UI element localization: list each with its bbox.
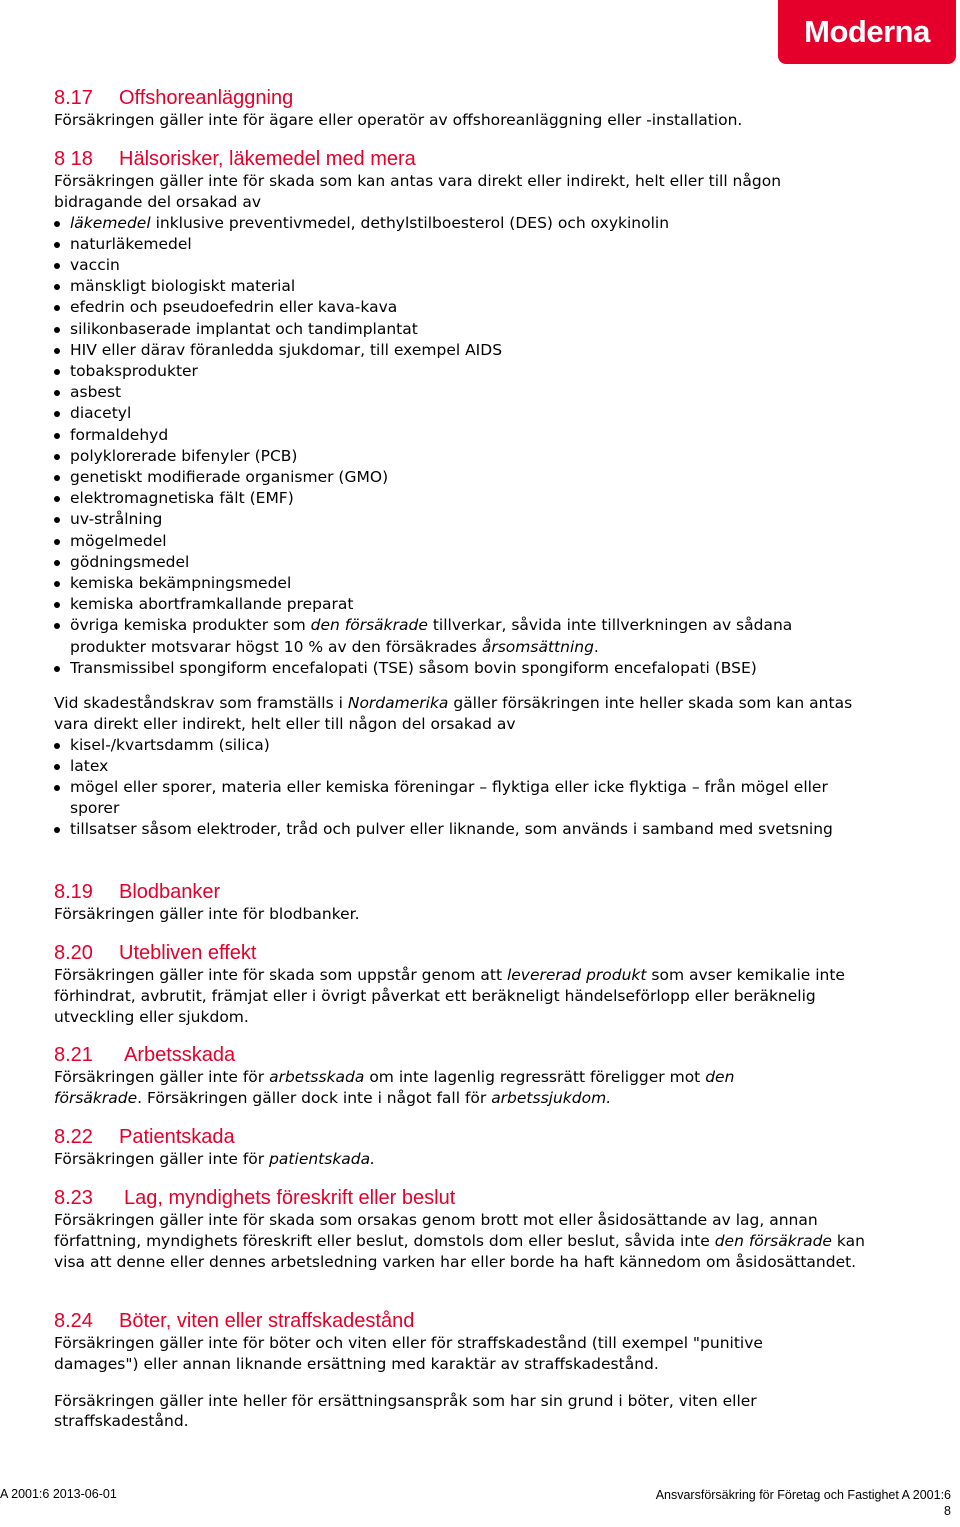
list-item: gödningsmedel [54,552,869,573]
emphasis: den försäkrade [714,1231,832,1250]
section-text: Försäkringen gäller inte för ägare eller operatör av offshoreanläggning eller -installation. [54,111,743,129]
section-number: 8.24 [54,1310,93,1332]
north-america-paragraph [54,693,869,735]
list-item [54,213,869,234]
section-8-22 [54,1125,914,1170]
footer-document-title: Ansvarsförsäkring för Företag och Fastighet A 2001:6 [655,1488,951,1502]
section-title: Hälsorisker, läkemedel med mera [119,148,416,170]
section-8-23 [54,1186,874,1272]
section-number: 8.20 [54,942,93,964]
list-item: naturläkemedel [54,234,869,255]
list-item [54,615,859,657]
list-item: diacetyl [54,403,869,424]
footer-right [656,1487,951,1519]
text: Vid skadeståndskrav som framställs i [54,694,348,713]
list-item: asbest [54,382,869,403]
list-item: kemiska abortframkallande preparat [54,594,869,615]
list-item: elektromagnetiska fält (EMF) [54,488,869,509]
emphasis: läkemedel [70,213,151,232]
section-text [54,1210,874,1272]
section-title: Lag, myndighets föreskrift eller beslut [124,1187,456,1209]
emphasis: den försäkrade [310,616,428,635]
section-number: 8 18 [54,148,93,170]
section-title: Blodbanker [119,881,221,903]
emphasis: patientskada. [269,1150,376,1168]
text: Försäkringen gäller inte för skada som orsakas genom brott mot eller åsidosättande av lag, annan författning, myndighets föreskrift eller beslut, domstols dom eller beslut, såvida inte [54,1211,818,1250]
list-item: mögelmedel [54,531,869,552]
emphasis: Nordamerika [347,694,449,713]
list-item: mänskligt biologiskt material [54,276,869,297]
emphasis: årsomsättning [481,637,594,656]
section-number: 8.17 [54,87,93,109]
list-item: polyklorerade bifenyler (PCB) [54,446,869,467]
section-text: Försäkringen gäller inte heller för ersättningsanspråk som har sin grund i böter, viten eller straffskadestånd. [54,1391,757,1431]
item-text: övriga kemiska produkter som [70,616,311,635]
emphasis: arbetsskada [269,1068,365,1086]
item-text: tillverkar, såvida inte tillverkningen av sådana produkter motsvarar högst 10 % av den försäkrades [70,616,793,656]
section-8-17 [54,86,914,131]
section-heading [54,1125,914,1149]
section-heading [54,1309,834,1333]
emphasis: levererad produkt [506,966,647,984]
section-title: Offshoreanläggning [119,87,294,109]
item-text: . [593,637,599,656]
page-number: 8 [944,1504,951,1518]
section-heading [54,1186,874,1210]
section-8-21 [54,1043,814,1109]
page-footer [0,1487,960,1527]
list-item: HIV eller därav föranledda sjukdomar, till exempel AIDS [54,340,869,361]
section-heading [54,941,874,965]
list-item: formaldehyd [54,425,869,446]
item-text: inklusive preventivmedel, dethylstilboesterol (DES) och oxykinolin [150,213,670,232]
text: kan visa att denne eller dennes arbetsledning varken har eller borde ha haft kännedom om åsidosättandet. [54,1231,865,1271]
section-number: 8.22 [54,1126,93,1148]
text: Försäkringen gäller inte för [54,1068,270,1086]
section-title: Böter, viten eller straffskadestånd [119,1310,415,1332]
text: . Försäkringen gäller dock inte i något fall för [137,1088,492,1107]
north-america-list [54,735,859,841]
list-item: silikonbaserade implantat och tandimplantat [54,319,869,340]
section-8-19 [54,880,914,925]
text: som avser kemikalie inte förhindrat, avbrutit, främjat eller i övrigt påverkat ett beräkneligt händelseförlopp eller beräknelig utveckling eller sjukdom. [54,966,845,1026]
section-intro: Försäkringen gäller inte för skada som kan antas vara direkt eller indirekt, helt eller till någon bidragande del orsakad av [54,172,782,211]
text: om inte lagenlig regressrätt föreligger mot [364,1068,706,1086]
text: Försäkringen gäller inte för [54,1150,270,1168]
exclusion-list [54,213,869,616]
emphasis: den försäkrade [54,1068,735,1107]
list-item: genetiskt modifierade organismer (GMO) [54,467,869,488]
list-item: latex [54,756,859,777]
list-item: kemiska bekämpningsmedel [54,573,869,594]
list-item: Transmissibel spongiform encefalopati (TSE) såsom bovin spongiform encefalopati (BSE) [54,658,859,679]
section-number: 8.21 [54,1044,93,1066]
list-item: uv-strålning [54,509,869,530]
list-item: mögel eller sporer, materia eller kemiska föreningar – flyktiga eller icke flyktiga – från mögel eller sporer [54,777,859,819]
text: gäller försäkringen inte heller skada som kan antas vara direkt eller indirekt, helt eller till någon del orsakad av [54,694,853,733]
section-text [54,1067,814,1109]
section-heading [54,1043,814,1067]
list-item: kisel-/kvartsdamm (silica) [54,735,859,756]
moderna-logo: Moderna [778,0,956,64]
footer-document-code: A 2001:6 2013-06-01 [0,1487,117,1501]
emphasis: arbetssjukdom. [491,1088,612,1107]
exclusion-list-tail [54,615,859,679]
section-8-20 [54,941,874,1027]
section-heading [54,86,914,110]
section-title: Utebliven effekt [119,942,257,964]
section-text: Försäkringen gäller inte för blodbanker. [54,905,360,923]
list-item: tillsatser såsom elektroder, tråd och pulver eller liknande, som används i samband med svetsning [54,819,859,840]
section-text: Försäkringen gäller inte för böter och viten eller för straffskadestånd (till exempel "punitive damages") eller annan liknande ersättning med karaktär av straffskadestånd. [54,1334,763,1373]
section-heading [54,880,914,904]
section-number: 8.19 [54,881,93,903]
section-number: 8.23 [54,1187,93,1209]
section-text [54,1149,914,1170]
section-8-18 [54,147,869,841]
section-8-24 [54,1309,834,1432]
section-heading [54,147,869,171]
section-text [54,965,874,1027]
list-item: vaccin [54,255,869,276]
list-item: efedrin och pseudoefedrin eller kava-kava [54,297,869,318]
section-title: Patientskada [119,1126,235,1148]
list-item: tobaksprodukter [54,361,869,382]
text: Försäkringen gäller inte för skada som uppstår genom att [54,966,507,984]
section-title: Arbetsskada [124,1044,236,1066]
